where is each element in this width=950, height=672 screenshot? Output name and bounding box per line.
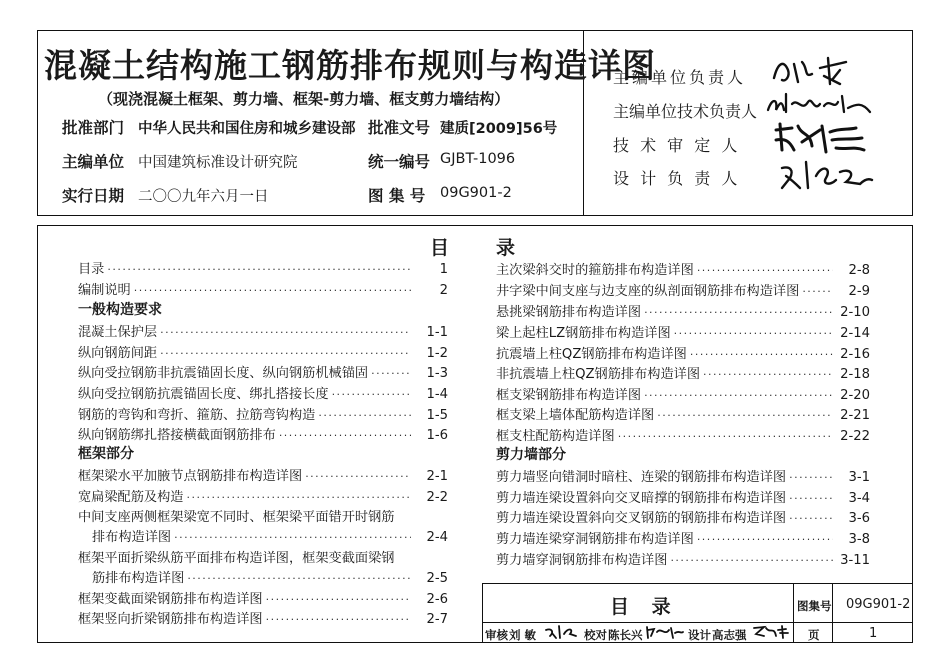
toc-item[interactable] — [496, 507, 870, 527]
toc-item-title: 剪力墙穿洞钢筋排布构造详图 — [496, 553, 668, 568]
toc-item-page: 2-20 — [840, 388, 870, 403]
toc-item-page: 2-10 — [840, 305, 870, 320]
toc-item-title: 宽扁梁配筋及构造 — [78, 490, 184, 505]
toc-item[interactable] — [78, 465, 448, 485]
toc-item-page: 1-5 — [426, 408, 448, 423]
title-block-review-label: 审核 — [485, 628, 508, 642]
title-block-design-name: 高志强 — [712, 628, 747, 642]
title-block-review-name: 刘 敏 — [509, 628, 537, 642]
toc-item-title: 剪力墙连梁穿洞钢筋排布构造详图 — [496, 532, 694, 547]
toc-leader — [279, 429, 411, 442]
toc-item-title-line1: 框架平面折梁纵筋平面排布构造详图，框架变截面梁钢 — [78, 551, 395, 566]
toc-section-heading: 框架部分 — [78, 446, 134, 462]
toc-leader — [657, 409, 833, 422]
toc-item-page: 2-4 — [426, 530, 448, 545]
toc-item[interactable] — [78, 342, 448, 362]
toc-leader — [697, 264, 833, 277]
toc-item[interactable] — [78, 588, 448, 608]
toc-item-page: 1-1 — [426, 325, 448, 340]
toc-item-title: 框支柱配筋构造详图 — [496, 429, 615, 444]
toc-leader — [674, 327, 833, 340]
date-value: 二〇〇九年六月一日 — [138, 189, 269, 205]
toc-heading-left: 目 — [430, 237, 450, 259]
toc-item[interactable] — [496, 425, 870, 445]
toc-item[interactable] — [78, 404, 448, 424]
toc-item[interactable] — [78, 608, 448, 628]
toc-item-page: 1-3 — [426, 366, 448, 381]
toc-item-title: 框架竖向折梁钢筋排布构造详图 — [78, 612, 263, 627]
toc-item[interactable] — [496, 259, 870, 279]
toc-item[interactable] — [92, 526, 448, 546]
atlas-value: 09G901-2 — [440, 185, 512, 201]
toc-item-title: 剪力墙连梁设置斜向交叉暗撑的钢筋排布构造详图 — [496, 491, 787, 506]
signature-tech-review — [772, 120, 868, 156]
atlas-label: 图 集 号 — [368, 187, 426, 205]
toc-item-page: 2-18 — [840, 367, 870, 382]
toc-item-title: 编制说明 — [78, 283, 131, 298]
title-block-page-label: 页 — [808, 628, 820, 642]
toc-item-page: 3-4 — [848, 491, 870, 506]
toc-item-page: 2 — [439, 283, 448, 298]
toc-leader — [690, 348, 833, 361]
toc-item[interactable] — [78, 362, 448, 382]
toc-item-title: 梁上起柱LZ钢筋排布构造详图 — [496, 326, 671, 341]
toc-item-page: 2-16 — [840, 347, 870, 362]
toc-item-title: 钢筋的弯钩和弯折、箍筋、拉筋弯钩构造 — [78, 408, 316, 423]
toc-leader — [703, 368, 833, 381]
toc-item-title: 纵向钢筋间距 — [78, 346, 158, 361]
page-title: 混凝土结构施工钢筋排布规则与构造详图 — [44, 46, 656, 85]
toc-leader — [789, 492, 833, 505]
toc-item[interactable] — [78, 424, 448, 444]
toc-item[interactable] — [496, 487, 870, 507]
toc-item-title: 纵向受拉钢筋非抗震锚固长度、纵向钢筋机械锚固 — [78, 366, 369, 381]
title-block-atlas-value: 09G901-2 — [846, 597, 911, 612]
toc-leader — [134, 284, 411, 297]
title-block-review-signature — [544, 624, 578, 640]
toc-leader — [644, 306, 833, 319]
toc-item[interactable] — [78, 486, 448, 506]
toc-item-page: 1-4 — [426, 387, 448, 402]
toc-leader — [174, 531, 411, 544]
toc-item-title: 纵向钢筋绑扎搭接横截面钢筋排布 — [78, 428, 276, 443]
toc-item-title: 悬挑梁钢筋排布构造详图 — [496, 305, 642, 320]
responsible-label-3: 技 术 审 定 人 — [613, 136, 741, 155]
toc-item-page: 1-2 — [426, 346, 448, 361]
toc-item[interactable] — [78, 383, 448, 403]
toc-item-page: 3-1 — [848, 470, 870, 485]
toc-item-title: 纵向受拉钢筋抗震锚固长度、绑扎搭接长度 — [78, 387, 329, 402]
title-block-title: 目 录 — [610, 596, 679, 618]
toc-item[interactable] — [92, 567, 448, 587]
title-block-page-value: 1 — [869, 626, 878, 641]
toc-leader — [160, 347, 411, 360]
toc-item-title: 混凝土保护层 — [78, 325, 158, 340]
toc-item-page: 2-8 — [848, 263, 870, 278]
toc-item-title: 剪力墙连梁设置斜向交叉钢筋的钢筋排布构造详图 — [496, 511, 787, 526]
toc-item[interactable] — [496, 549, 870, 569]
toc-leader — [332, 388, 411, 401]
toc-item-page: 3-11 — [840, 553, 870, 568]
toc-item-page: 2-21 — [840, 408, 870, 423]
toc-leader — [318, 409, 411, 422]
toc-leader — [107, 263, 411, 276]
toc-item-title: 目录 — [78, 262, 105, 277]
toc-item[interactable] — [496, 301, 870, 321]
approval-dept-label: 批准部门 — [62, 119, 125, 137]
toc-item[interactable] — [496, 322, 870, 342]
toc-item-title: 剪力墙竖向错洞时暗柱、连梁的钢筋排布构造详图 — [496, 470, 787, 485]
toc-leader — [266, 613, 411, 626]
title-block-col-line — [793, 583, 794, 643]
toc-item-page: 2-7 — [426, 612, 448, 627]
toc-item-title: 井字梁中间支座与边支座的纵剖面钢筋排布构造详图 — [496, 284, 800, 299]
signature-design-lead — [776, 158, 876, 192]
toc-item[interactable] — [496, 404, 870, 424]
toc-item-title: 排布构造详图 — [92, 530, 172, 545]
toc-item[interactable] — [496, 363, 870, 383]
toc-item-page: 2-6 — [426, 592, 448, 607]
toc-item-title: 主次梁斜交时的箍筋排布构造详图 — [496, 263, 694, 278]
title-block-design-label: 设计 — [688, 628, 711, 642]
responsible-label-1: 主编单位负责人 — [613, 68, 747, 87]
signature-chief-tech — [764, 88, 874, 118]
toc-leader — [187, 572, 411, 585]
toc-leader — [644, 389, 833, 402]
approval-doc-value: 建质[2009]56号 — [440, 121, 558, 137]
title-block-atlas-label: 图集号 — [797, 599, 832, 613]
toc-leader — [802, 285, 833, 298]
toc-item[interactable] — [496, 280, 870, 300]
date-label: 实行日期 — [62, 187, 125, 205]
toc-item-page: 1-6 — [426, 428, 448, 443]
toc-item[interactable] — [496, 528, 870, 548]
title-block-mid-line — [482, 622, 913, 623]
toc-item-page: 2-22 — [840, 429, 870, 444]
title-block-check-label: 校对 — [584, 628, 607, 642]
responsible-label-4: 设 计 负 责 人 — [613, 169, 741, 188]
toc-item-page: 3-8 — [848, 532, 870, 547]
toc-item-page: 3-6 — [848, 511, 870, 526]
page-subtitle: （现浇混凝土框架、剪力墙、框架-剪力墙、框支剪力墙结构） — [98, 90, 510, 108]
title-block-check-name: 陈长兴 — [608, 628, 643, 642]
toc-item-title: 框架梁水平加腋节点钢筋排布构造详图 — [78, 469, 303, 484]
title-block-col-line — [832, 583, 833, 643]
toc-item[interactable] — [78, 279, 448, 299]
approval-dept-value: 中华人民共和国住房和城乡建设部 — [138, 121, 356, 137]
title-block-design-signature — [752, 624, 790, 640]
responsible-label-2: 主编单位技术负责人 — [613, 102, 758, 121]
toc-item-page: 2-9 — [848, 284, 870, 299]
toc-leader — [789, 512, 833, 525]
toc-item-title: 框支梁上墙体配筋构造详图 — [496, 408, 655, 423]
signature-chief-editor-unit — [768, 54, 868, 88]
toc-section-heading: 一般构造要求 — [78, 302, 162, 318]
toc-item-page: 2-5 — [426, 571, 448, 586]
serial-label: 统一编号 — [368, 153, 431, 171]
toc-item[interactable] — [78, 321, 448, 341]
toc-item-page: 2-14 — [840, 326, 870, 341]
toc-item-page: 2-1 — [426, 469, 448, 484]
toc-item-page: 1 — [439, 262, 448, 277]
editor-unit-value: 中国建筑标准设计研究院 — [138, 155, 298, 171]
toc-item-title: 框架变截面梁钢筋排布构造详图 — [78, 592, 263, 607]
toc-leader — [305, 470, 411, 483]
toc-leader — [697, 533, 833, 546]
toc-leader — [187, 491, 412, 504]
toc-leader — [789, 471, 833, 484]
toc-item-page: 2-2 — [426, 490, 448, 505]
toc-item[interactable] — [496, 343, 870, 363]
toc-leader — [618, 430, 833, 443]
toc-item-title: 抗震墙上柱QZ钢筋排布构造详图 — [496, 347, 687, 362]
title-block-left-line — [482, 583, 483, 643]
toc-leader — [371, 367, 411, 380]
serial-value: GJBT-1096 — [440, 151, 516, 167]
toc-item-title-line1: 中间支座两侧框架梁宽不同时、框架梁平面错开时钢筋 — [78, 510, 395, 525]
toc-leader — [160, 326, 411, 339]
toc-section-heading: 剪力墙部分 — [496, 447, 566, 463]
toc-item[interactable] — [496, 384, 870, 404]
toc-item-title: 非抗震墙上柱QZ钢筋排布构造详图 — [496, 367, 701, 382]
toc-leader — [670, 554, 833, 567]
editor-unit-label: 主编单位 — [62, 153, 125, 171]
approval-doc-label: 批准文号 — [368, 119, 431, 137]
toc-item-title: 筋排布构造详图 — [92, 571, 185, 586]
toc-item[interactable] — [78, 258, 448, 278]
title-block-check-signature — [645, 624, 685, 640]
title-block-top-line — [482, 583, 913, 584]
toc-item-title: 框支梁钢筋排布构造详图 — [496, 388, 642, 403]
toc-heading-right: 录 — [496, 237, 516, 259]
toc-item[interactable] — [496, 466, 870, 486]
toc-leader — [266, 593, 411, 606]
